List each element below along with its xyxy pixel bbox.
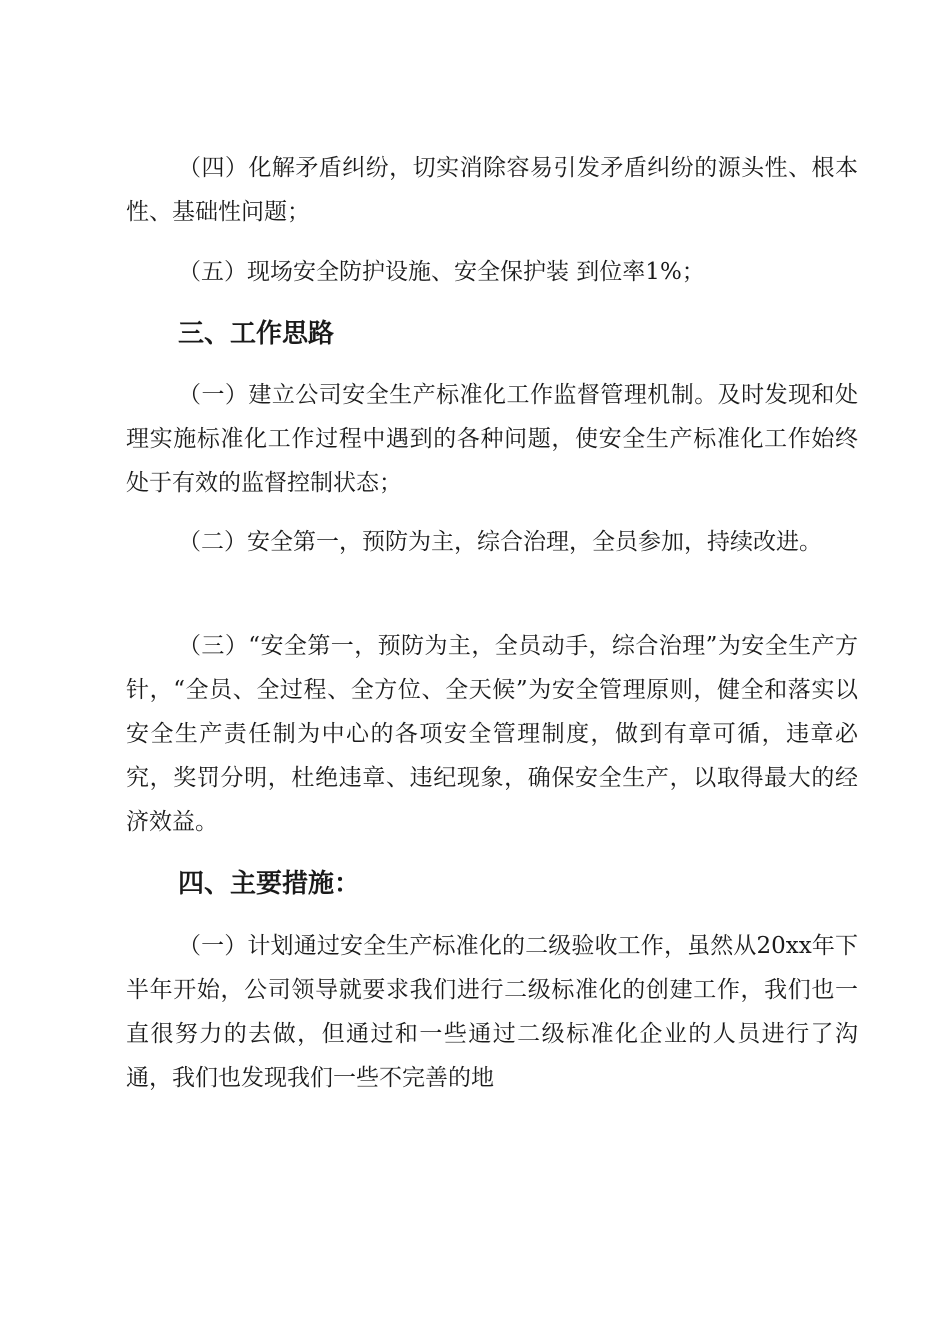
section-heading-3: 三、工作思路 (178, 319, 335, 349)
paragraph-thinking-3: （三）“安全第一，预防为主，全员动手，综合治理”为安全生产方针，“全员、全过程、全方位、全天候”为安全管理原则，健全和落实以安全生产责任制为中心的各项安全管理制度，做到有章可循，违章必究，奖罚分明，杜绝违章、违纪现象，确保安全生产，以取得最大的经济效益。 (126, 633, 858, 835)
paragraph-item-5: （五）现场安全防护设施、安全保护装 到位率1%； (178, 259, 705, 285)
paragraph-item-4: （四）化解矛盾纠纷，切实消除容易引发矛盾纠纷的源头性、根本性、基础性问题； (126, 155, 858, 225)
paragraph-measure-1: （一）计划通过安全生产标准化的二级验收工作，虽然从20xx年下半年开始，公司领导就要求我们进行二级标准化的创建工作，我们也一直很努力的去做，但通过和一些通过二级标准化企业的人员进行了沟通，我们也发现我们一些不完善的地 (126, 933, 858, 1091)
paragraph-thinking-1: （一）建立公司安全生产标准化工作监督管理机制。及时发现和处理实施标准化工作过程中遇到的各种问题，使安全生产标准化工作始终处于有效的监督控制状态； (126, 382, 858, 496)
paragraph-thinking-2: （二）安全第一，预防为主，综合治理，全员参加，持续改进。 (178, 529, 822, 555)
section-heading-4: 四、主要措施： (178, 869, 361, 899)
